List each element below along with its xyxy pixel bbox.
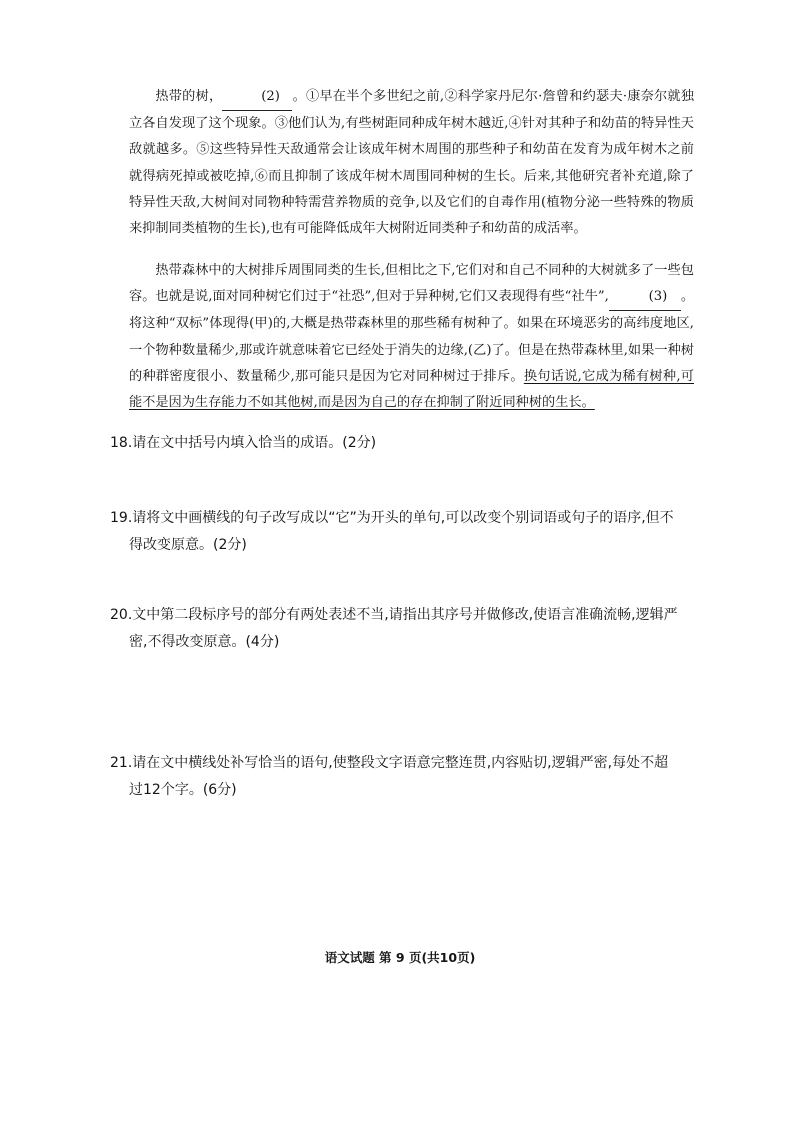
- question-text: 请将文中画横线的句子改写成以“它”为开头的单句,可以改变个别词语或句子的语序,但不: [132, 510, 674, 526]
- blank-2: (2): [222, 84, 292, 111]
- question-20: [110, 602, 700, 656]
- question-text: 请在文中括号内填入恰当的成语。(2分): [132, 435, 377, 451]
- question-number: 19.: [110, 510, 133, 526]
- passage-paragraph-2: [129, 258, 694, 416]
- p2-text1: 热带森林中的大树排斥周围同类的生长,但相比之下,它们对和自己不同种的大树就多了一些包容。也就是说,面对同种树它们过于“社恐”,但对于异种树,它们又表现得有些“社牛”,: [129, 263, 694, 305]
- passage-paragraph-1: [129, 84, 694, 242]
- question-number: 20.: [110, 607, 133, 623]
- question-text: 请在文中横线处补写恰当的语句,使整段文字语意完整连贯,内容贴切,逻辑严密,每处不超: [132, 755, 669, 771]
- p1-lead: 热带的树，: [155, 89, 223, 104]
- question-21: [110, 750, 700, 804]
- underlined-sentence: 换句话说,它成为稀有树种,可能不是因为生存能力不如其他树,而是因为自己的存在抑制了附近同种树的生长。: [129, 368, 694, 411]
- page-footer: 语文试题 第 9 页(共10页): [324, 950, 476, 965]
- p1-rest: 。①早在半个多世纪之前,②科学家丹尼尔·詹曾和约瑟夫·康奈尔就独立各自发现了这个现象。③他们认为,有些树距同种成年树木越近,④针对其种子和幼苗的特异性天敌就越多。⑤这些特异性天敌通常会让该成年树木周围的那些种子和幼苗在发育为成年树木之前就得病死掉或被吃掉,⑥而且抑制了该成年树木周围同种树的生长。后来,其他研究者补充道,除了特异性天敌,大树间对同物种特需营养物质的竞争,以及它们的自毒作用(植物分泌一些特殊的物质来抑制同类植物的生长),也有可能降低成年大树附近同类种子和幼苗的成活率。: [129, 89, 695, 237]
- question-text: 文中第二段标序号的部分有两处表述不当,请指出其序号并做修改,使语言准确流畅,逻辑严: [132, 607, 678, 623]
- question-text-cont: 得改变原意。(2分): [129, 537, 247, 553]
- question-text-cont: 过12个字。(6分): [129, 782, 237, 798]
- question-19: [110, 505, 700, 559]
- blank-3: (3): [609, 284, 681, 311]
- question-number: 21.: [110, 755, 133, 771]
- question-number: 18.: [110, 435, 133, 451]
- p2-text2: 。将这种“双标”体现得(甲)的,大概是热带森林里的那些稀有树种了。如果在环境恶劣的高纬度地区,一个物种数量稀少,那或许就意味着它已经处于消失的边缘,(乙)了。但是在热带森林里,如果一种树的种群密度很小、数量稀少,那可能只是因为它对同种树过于排斥。: [129, 289, 695, 384]
- question-18: [110, 430, 700, 457]
- question-text-cont: 密,不得改变原意。(4分): [129, 634, 280, 650]
